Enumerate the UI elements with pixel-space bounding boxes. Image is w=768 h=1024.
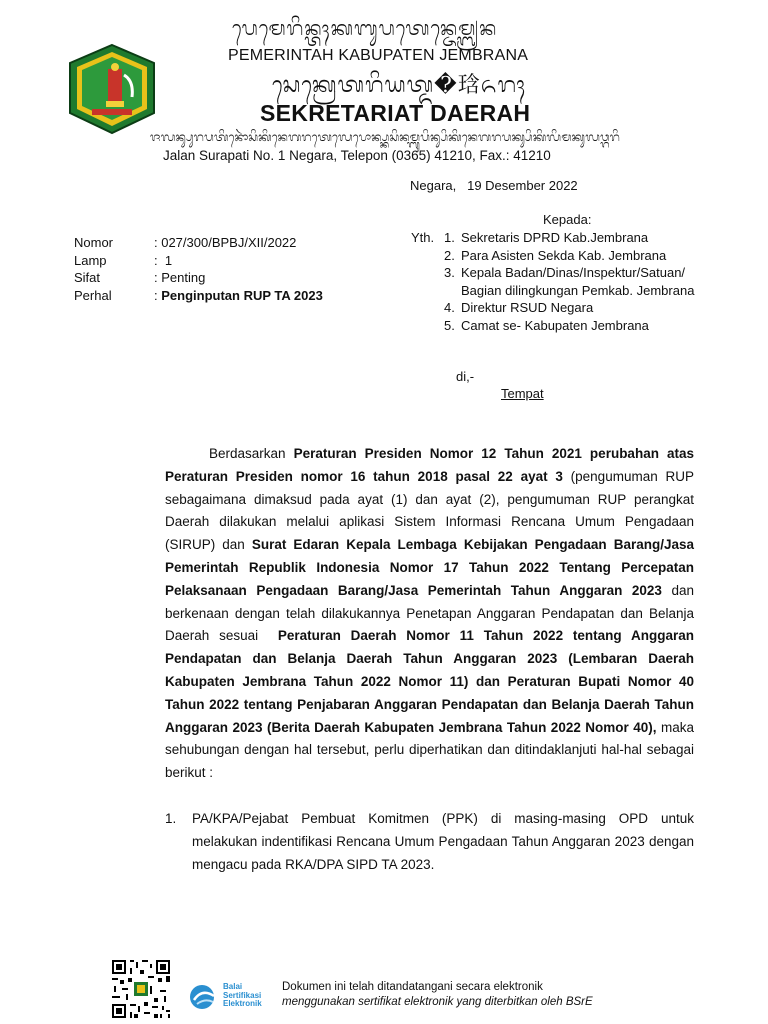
esign-footer (282, 980, 593, 1010)
header-balinese-line1: ᬧᬾᬫᬾᬭᬶᬦ᭄ᬢᬄᬓᬩᬸᬧᬢᬾᬦ᭄ᬚᬾᬫ᭄ᬩ᭄ᬭᬦ (232, 16, 498, 40)
header-balinese-line2: ᬲᬾᬓ᭄ᬭᬾᬢᬭᬶᬬᬢ᭄ᬤ�琀ᬏᬭᬄ (272, 73, 527, 98)
recipient-item: 4. Direktur RSUD Negara (444, 300, 594, 315)
bsre-name: Balai Sertifikasi Elektronik (223, 982, 262, 1008)
header-address: Jalan Surapati No. 1 Negara, Telepon (0365) 41210, Fax.: 41210 (163, 148, 551, 163)
bsre-logo (188, 983, 274, 1011)
recipients-list (411, 229, 741, 334)
recipient-item: 3. Kepala Badan/Dinas/Inspektur/Satuan/ Bagian dilingkungan Pemkab. Jembrana (444, 265, 695, 298)
letter-date: Negara, 19 Desember 2022 (410, 178, 578, 193)
header-government: PEMERINTAH KABUPATEN JEMBRANA (228, 47, 529, 64)
recipient-tempat: Tempat (501, 386, 544, 401)
recipient-item: Yth. 1. Sekretaris DPRD Kab.Jembrana (411, 230, 649, 245)
bsre-mark-icon (188, 983, 222, 1011)
instruction-list (165, 808, 694, 876)
qr-code (110, 958, 172, 1020)
regency-logo (66, 43, 158, 135)
sifat-label: Sifat (74, 270, 101, 285)
lamp-label: Lamp (74, 252, 107, 268)
header-secretariat: SEKRETARIAT DAERAH (260, 100, 531, 126)
nomor-label: Nomor (74, 235, 114, 250)
perhal-label: Perhal (74, 287, 112, 303)
recipients-heading: Kepada: (543, 212, 592, 227)
header-balinese-address: ᬚᬮᬦ᭄ᬲᬸᬭᬧᬢᬶᬦᭀᬃᬲᬶᬓᬶᬦᬾᬕᬭᬢᬾᬮᬾᬧᭀᬦ᭄ᬧ᭄ᬓᬲᬶᬦᬫ᭄ᬩᬸᬧᬶᬦ᭄ᬲᬶᬓᬶᬦᬾᬕᬭᬧᬓ᭄ᬲᬶᬓᬶᬮᬶᬫᬓᬸᬮᬯ᭄ᬕᬭᬶ (150, 130, 621, 144)
perhal-value: Penginputan RUP TA 2023 (161, 287, 323, 303)
recipient-di: di,- (456, 369, 475, 384)
sifat-value: : Penting (154, 270, 206, 285)
footer-line2: menggunakan sertifikat elektronik yang diterbitkan oleh BSrE (282, 996, 593, 1008)
list-item: 1. PA/KPA/Pejabat Pembuat Komitmen (PPK) di masing-masing OPD untuk melakukan indentifikasi Rencana Umum Pengadaan Tahun Anggaran 2023 dengan mengacu pada RKA/DPA SIPD TA 2023. (165, 811, 694, 872)
recipient-prefix: Yth. (411, 230, 435, 245)
recipient-item: 5. Camat se- Kabupaten Jembrana (444, 317, 649, 333)
letter-body: Berdasarkan Peraturan Presiden Nomor 12 Tahun 2021 perubahan atas Peraturan Presiden nomor 16 tahun 2018 pasal 22 ayat 3 (pengumuman RUP sebagaimana dimaksud pada ayat (1) dan ayat (2), pengumuman RUP perangkat Daerah dilakukan melalui aplikasi Sistem Informasi Rencana Umum Pengadaan (SIRUP) dan Surat Edaran Kepala Lembaga Kebijakan Pengadaan Barang/Jasa Pemerintah Republik Indonesia Nomor 17 Tahun 2022 Tentang Percepatan Pelaksanaan Pengadaan Barang/Jasa Pemerintah Tahun Anggaran 2023 dan berkenaan dengan telah dilakukannya Penetapan Anggaran Pendapatan dan Belanja Daerah sesuai Peraturan Daerah Nomor 11 Tahun 2022 tentang Anggaran Pendapatan dan Belanja Daerah Tahun Anggaran 2023 (Lembaran Daerah Kabupaten Jembrana Tahun 2022 Nomor 11) dan Peraturan Bupati Nomor 40 Tahun 2022 tentang Penjabaran Anggaran Pendapatan dan Belanja Daerah Tahun Anggaran 2023 (Berita Daerah Kabupaten Jembrana Tahun 2022 Nomor 40), maka sehubungan dengan hal tersebut, perlu diperhatikan dan ditindaklanjuti hal-hal sebagai berikut : (165, 446, 698, 781)
footer-line1: Dokumen ini telah ditandatangani secara elektronik (282, 981, 543, 993)
recipient-item: 2. Para Asisten Sekda Kab. Jembrana (444, 247, 667, 263)
letter-meta: Nomor : 027/300/BPBJ/XII/2022 Lamp : 1 Sifat : Penting Perhal : Penginputan RUP TA 2023 (74, 235, 323, 303)
nomor-value: : 027/300/BPBJ/XII/2022 (154, 235, 297, 250)
lamp-value: : 1 (154, 252, 173, 268)
